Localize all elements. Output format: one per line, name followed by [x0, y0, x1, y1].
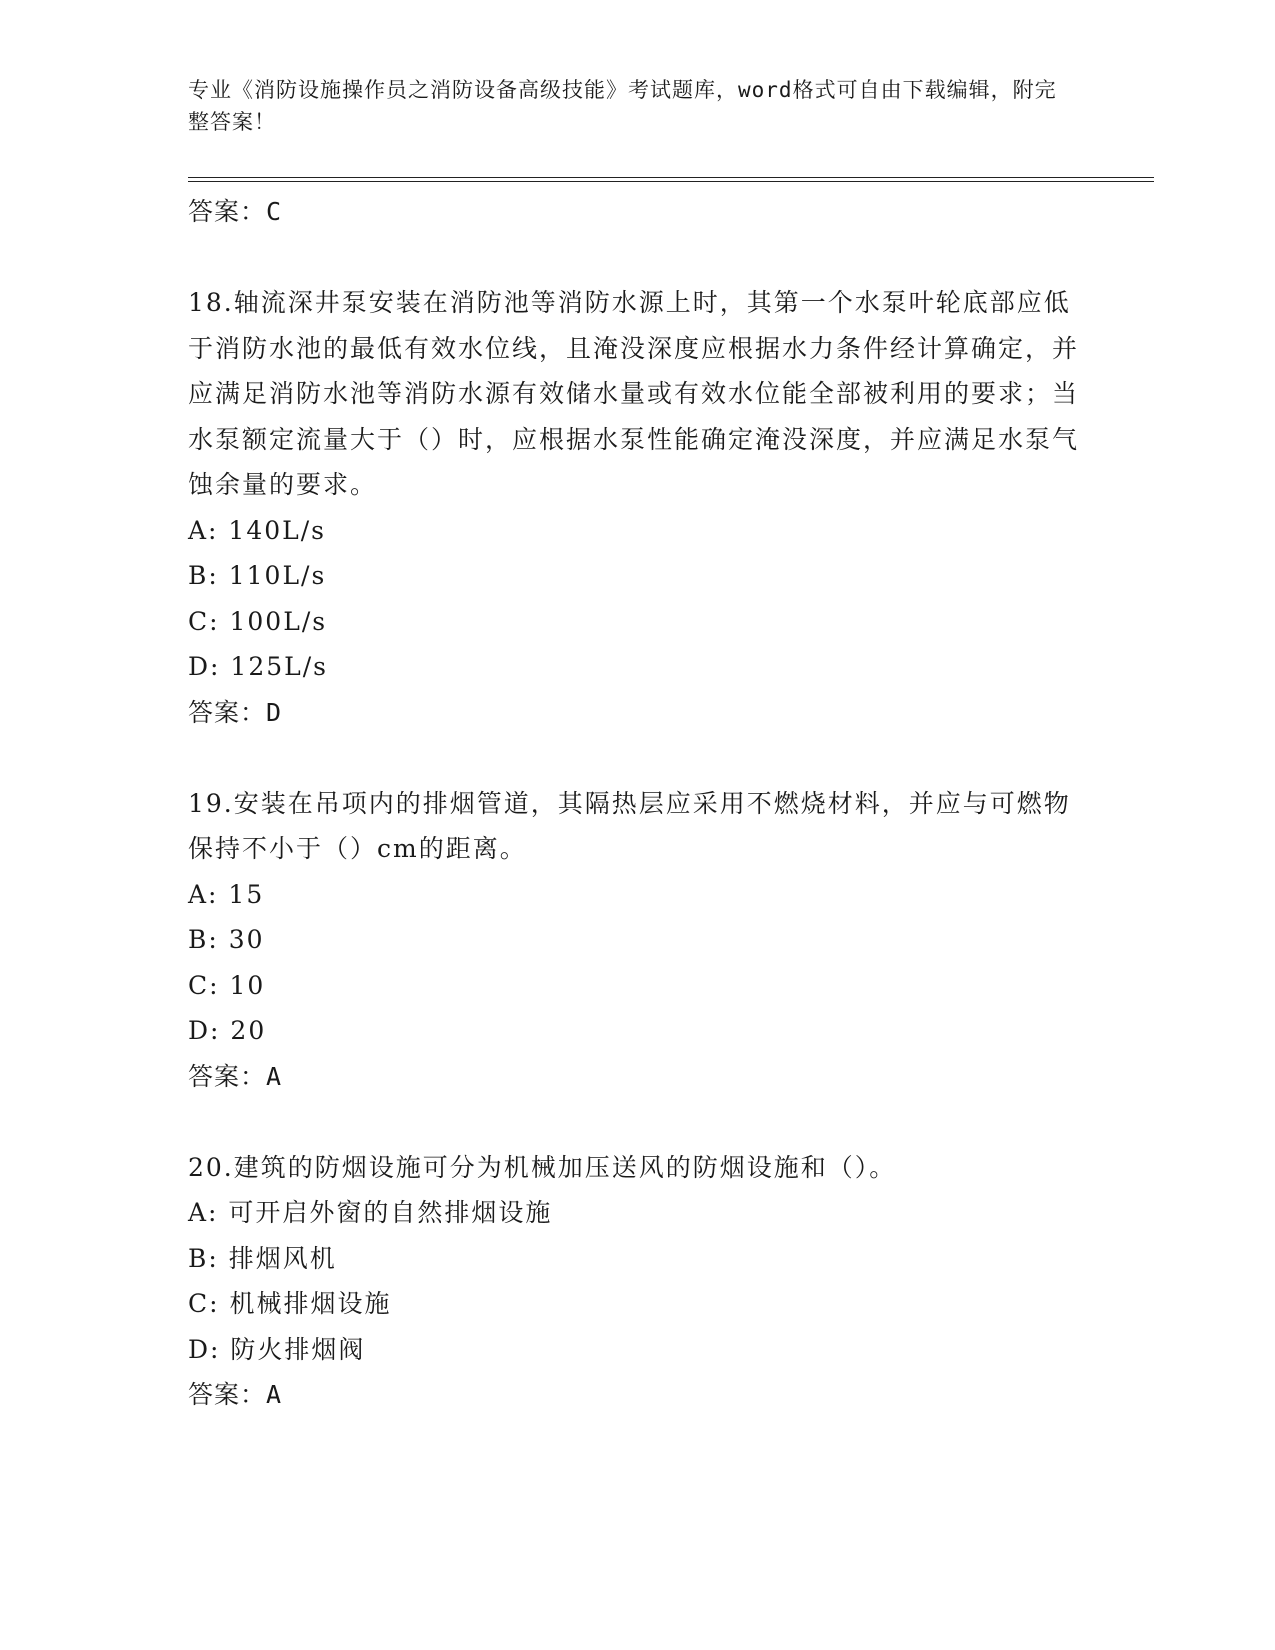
- option-d: D: 125L/s: [188, 652, 328, 681]
- question-block: [188, 1145, 1088, 1418]
- header-rule: [188, 177, 1154, 178]
- question-text: 20.建筑的防烟设施可分为机械加压送风的防烟设施和（）。: [188, 1152, 897, 1182]
- header-rule: [188, 181, 1154, 182]
- option-c: C: 机械排烟设施: [188, 1289, 392, 1318]
- question-block: [188, 781, 1088, 1099]
- answer-line: 答案：A: [188, 1380, 283, 1409]
- option-b: B: 110L/s: [188, 561, 327, 590]
- answer-line: 答案：C: [188, 197, 283, 226]
- option-d: D: 防火排烟阀: [188, 1334, 366, 1364]
- question-list: [188, 189, 1088, 1417]
- option-c: C: 100L/s: [188, 606, 328, 636]
- option-b: B: 排烟风机: [188, 1243, 337, 1273]
- option-a: A: 可开启外窗的自然排烟设施: [188, 1198, 553, 1227]
- question-text: 18.轴流深井泵安装在消防池等消防水源上时，其第一个水泵叶轮底部应低于消防水池的最低有效水位线，且淹没深度应根据水力条件经计算确定，并应满足消防水池等消防水源有效储水量或有效水位能全部被利用的要求；当水泵额定流量大于（）时，应根据水泵性能确定淹没深度，并应满足水泵气蚀余量的要求。: [188, 288, 1080, 499]
- option-b: B: 30: [188, 925, 265, 954]
- question-text: 19.安装在吊项内的排烟管道，其隔热层应采用不燃烧材料，并应与可燃物保持不小于（）cm的距离。: [188, 788, 1071, 863]
- answer-line: 答案：D: [188, 697, 283, 727]
- option-a: A: 15: [188, 879, 265, 909]
- document-header: 专业《消防设施操作员之消防设备高级技能》考试题库，word格式可自由下载编辑，附完整答案！: [188, 78, 1057, 134]
- option-a: A: 140L/s: [188, 515, 326, 545]
- answer-line: 答案：A: [188, 1061, 283, 1091]
- option-c: C: 10: [188, 970, 266, 1000]
- option-d: D: 20: [188, 1016, 267, 1045]
- question-block: [188, 280, 1088, 735]
